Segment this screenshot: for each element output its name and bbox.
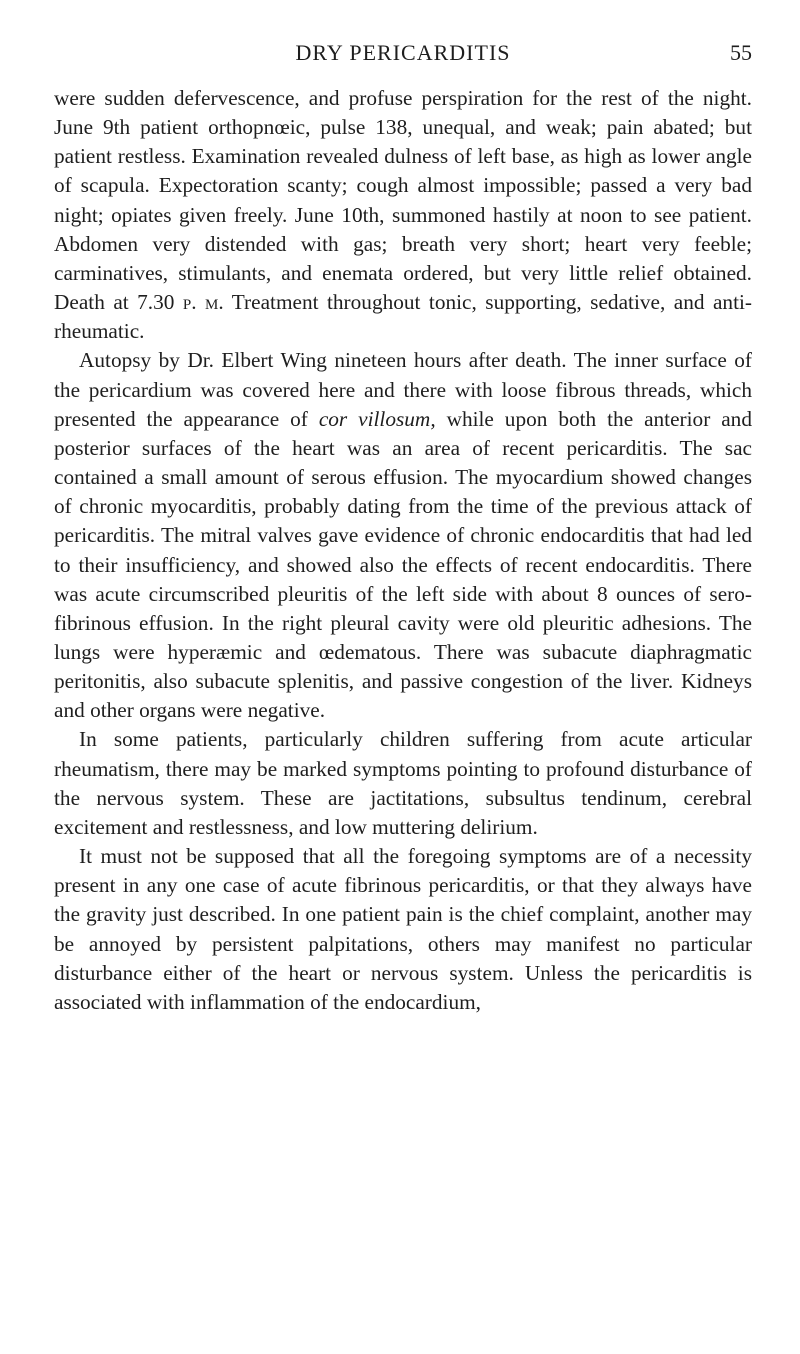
page-number: 55 <box>730 40 752 65</box>
italic-term: cor villosum, <box>318 406 436 431</box>
paragraph-text: were sudden defervescence, and profuse perspiration for the rest of the night. June 9th patient orthopnœic, pulse 138, unequal, and weak; pain abated; but patient restless. Examination revealed dulness of left base, as high as lower angle of scapula. Expectoration scanty; cough almost impossible; passed a very bad night; opiates given freely. June 10th, summoned hastily at noon to see patient. Abdomen very distended with gas; breath very short; heart very feeble; carminatives, stimulants, and enemata ordered, but very little relief obtained. Death at 7.30 <box>54 86 752 315</box>
time-abbreviation: p. m. <box>182 290 224 315</box>
paragraph-case-continuation <box>54 84 752 346</box>
paragraph-text: Treatment throughout tonic, supporting, sedative, and anti-rheumatic. <box>54 290 752 344</box>
running-head <box>54 40 752 68</box>
paragraph-nervous-symptoms: In some patients, particularly children suffering from acute articular rheumatism, there may be marked symptoms pointing to profound disturbance of the nervous system. These are jactitations, subsultus tendinum, cerebral excitement and restlessness, and low muttering delirium. <box>54 727 752 839</box>
running-title: DRY PERICARDITIS <box>295 40 511 65</box>
paragraph-text: while upon both the anterior and posterior surfaces of the heart was an area of recent pericarditis. The sac contained a small amount of serous effusion. The myocardium showed changes of chronic myocarditis, probably dating from the time of the previous attack of pericarditis. The mitral valves gave evidence of chronic endocarditis that had led to their insufficiency, and showed also the effects of recent endocarditis. There was acute circumscribed pleuritis of the left side with about 8 ounces of sero-fibrinous effusion. In the right pleural cavity were old pleuritic adhesions. The lungs were hyperæmic and œdematous. There was subacute diaphragmatic peritonitis, also subacute splenitis, and passive congestion of the liver. Kidneys and other organs were negative. <box>54 406 752 723</box>
paragraph-symptom-variation: It must not be supposed that all the foregoing symptoms are of a necessity present in any one case of acute fibrinous pericarditis, or that they always have the gravity just described. In one patient pain is the chief complaint, another may be annoyed by persistent palpitations, others may manifest no particular disturbance either of the heart or nervous system. Unless the pericarditis is associated with inflammation of the endocardium, <box>54 844 752 1014</box>
paragraph-autopsy <box>54 346 752 725</box>
body-text <box>54 84 752 1017</box>
book-page <box>54 40 752 1017</box>
paragraph-text: Autopsy by Dr. Elbert Wing nineteen hours after death. The inner surface of the pericardium was covered here and there with loose fibrous threads, which presented the appearance of <box>54 348 752 431</box>
